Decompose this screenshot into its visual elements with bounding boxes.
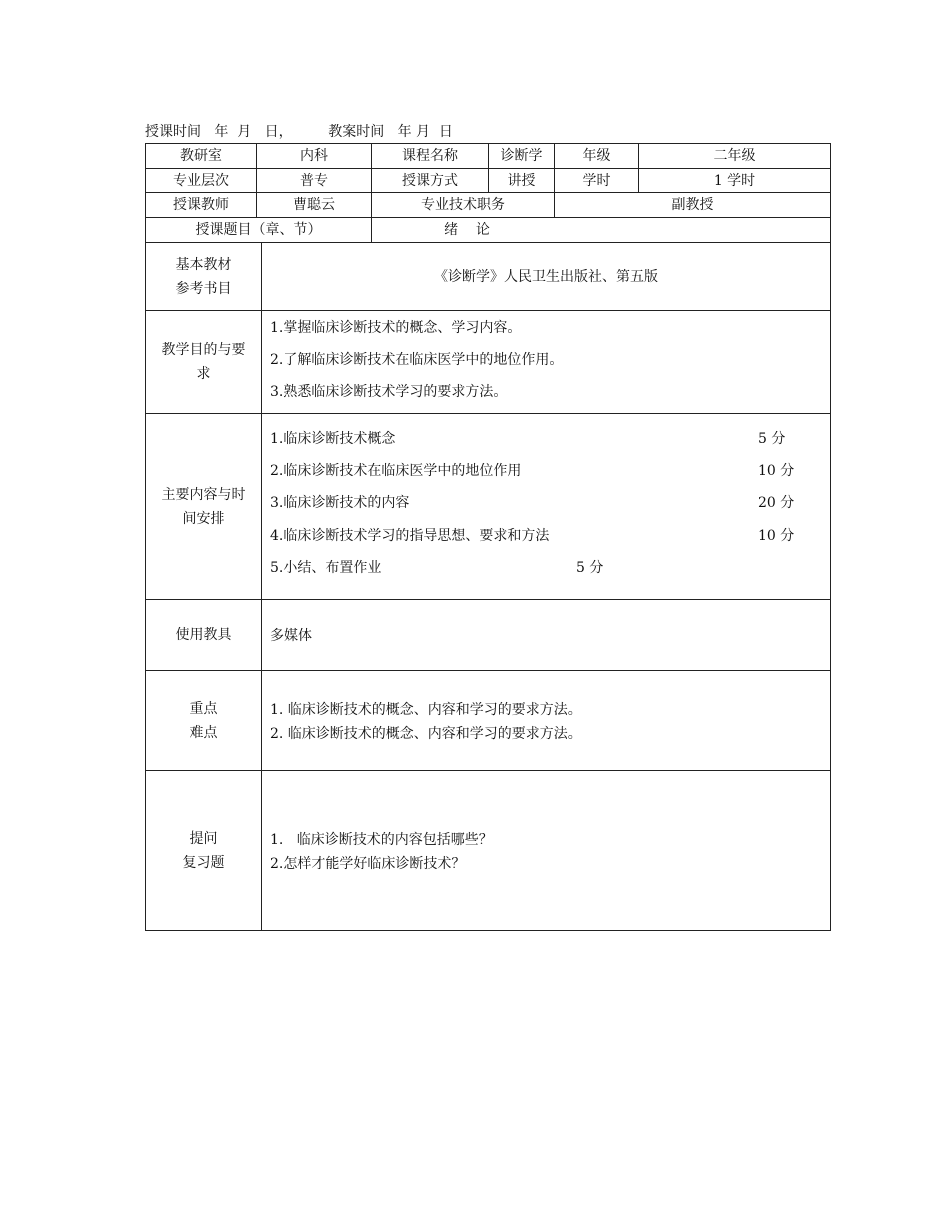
border-bottom <box>145 930 831 931</box>
content-item-time: 10 分 <box>758 528 795 544</box>
topic-label: 授课题目（章、节） <box>195 222 322 238</box>
grade-value: 二年级 <box>713 148 756 164</box>
textbook-value: 《诊断学》人民卫生出版社、第五版 <box>434 268 658 285</box>
teacher-label: 授课教师 <box>173 197 229 213</box>
key-points-label-line2: 难点 <box>189 724 218 741</box>
tools-label: 使用教具 <box>175 627 232 643</box>
question-item: 1. 临床诊断技术的内容包括哪些？ <box>270 832 493 848</box>
content-item-time: 10 分 <box>758 463 795 479</box>
plan-time: 教案时间 年 月 日 <box>328 124 453 140</box>
key-points-label-line1: 重点 <box>189 700 218 717</box>
level-label: 专业层次 <box>173 172 229 189</box>
title-value: 副教授 <box>671 197 714 213</box>
tools-value: 多媒体 <box>270 628 312 644</box>
key-point-item: 1. 临床诊断技术的概念、内容和学习的要求方法。 <box>270 702 582 718</box>
content-item: 4.临床诊断技术学习的指导思想、要求和方法 <box>270 528 550 544</box>
border-right <box>830 143 831 931</box>
textbook-label <box>146 243 261 310</box>
method-value: 讲授 <box>507 172 536 189</box>
hours-label: 学时 <box>582 172 611 189</box>
key-point-item: 2. 临床诊断技术的概念、内容和学习的要求方法。 <box>270 726 582 742</box>
title-label: 专业技术职务 <box>421 197 505 213</box>
textbook-label-line2: 参考书目 <box>175 280 232 297</box>
objectives-label-line2: 求 <box>196 366 211 382</box>
content-item: 5.小结、布置作业 <box>270 560 382 576</box>
questions-label <box>146 771 261 930</box>
objective-item: 3.熟悉临床诊断技术学习的要求方法。 <box>270 384 508 400</box>
objectives-label-line1: 教学目的与要 <box>161 342 246 358</box>
lecture-time: 授课时间 年 月 日， <box>145 124 293 140</box>
content-item: 2.临床诊断技术在临床医学中的地位作用 <box>270 463 522 479</box>
dept-label: 教研室 <box>180 148 222 164</box>
content-item-time: 5 分 <box>576 560 604 576</box>
course-value: 诊断学 <box>500 148 543 164</box>
objectives-label <box>146 311 261 413</box>
topic-value: 绪 论 <box>444 222 490 238</box>
grade-label: 年级 <box>582 148 611 164</box>
dept-value: 内科 <box>300 148 328 164</box>
questions-label-line2: 复习题 <box>182 854 225 871</box>
content-item-time: 5 分 <box>758 431 786 447</box>
content-label-line2: 间安排 <box>182 510 225 527</box>
key-points-label <box>146 671 261 770</box>
objective-item: 2.了解临床诊断技术在临床医学中的地位作用。 <box>270 352 564 368</box>
teacher-value: 曹聪云 <box>293 197 335 213</box>
content-label <box>146 414 261 599</box>
hours-value: 1 学时 <box>713 172 756 189</box>
vline-label-column <box>261 242 262 931</box>
course-label: 课程名称 <box>402 148 458 164</box>
textbook-label-line1: 基本教材 <box>175 256 232 273</box>
content-item-time: 20 分 <box>758 495 795 511</box>
content-item: 1.临床诊断技术概念 <box>270 431 396 447</box>
content-item: 3.临床诊断技术的内容 <box>270 495 410 511</box>
level-value: 普专 <box>300 172 328 189</box>
content-label-line1: 主要内容与时 <box>161 486 246 503</box>
objective-item: 1.掌握临床诊断技术的概念、学习内容。 <box>270 320 522 336</box>
method-label: 授课方式 <box>402 172 458 189</box>
question-item: 2.怎样才能学好临床诊断技术？ <box>270 856 466 872</box>
questions-label-line1: 提问 <box>189 830 218 847</box>
